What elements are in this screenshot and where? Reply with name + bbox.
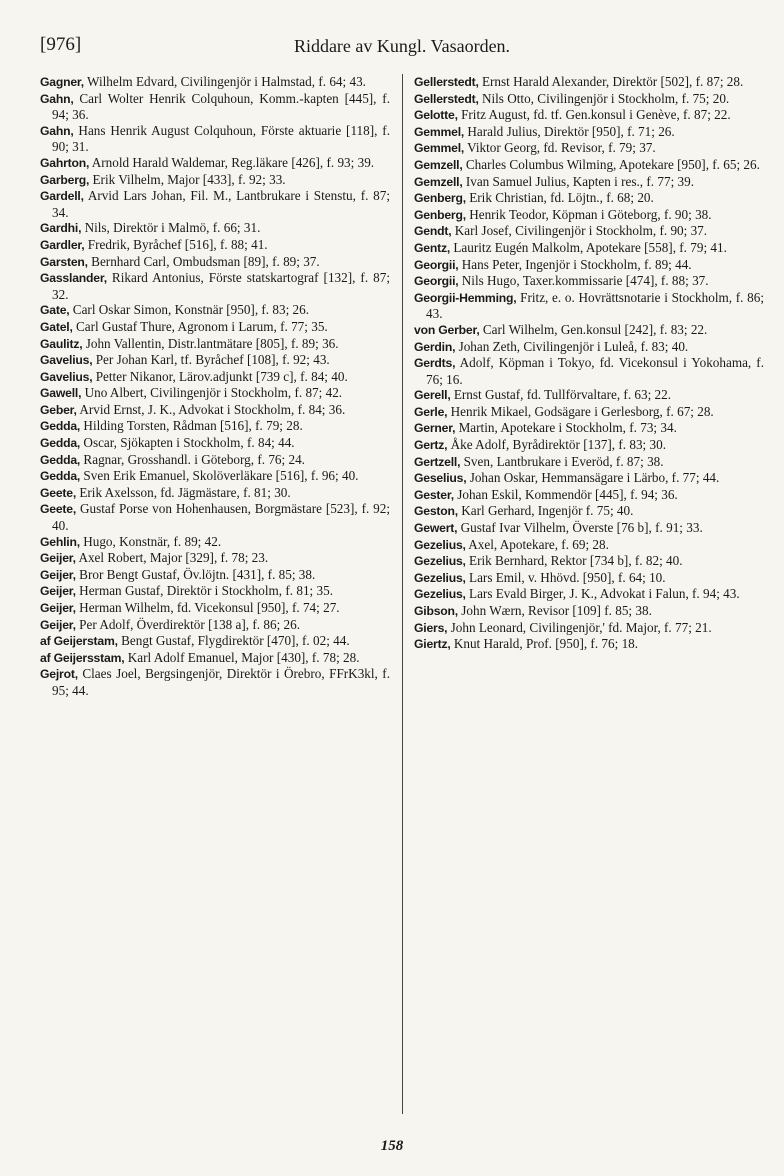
page-number: [976] xyxy=(40,34,82,55)
entry-surname: Genberg, xyxy=(414,191,466,206)
entry-details: Martin, Apotekare i Stockholm, f. 73; 34. xyxy=(455,420,677,436)
entry-details: Karl Adolf Emanuel, Major [430], f. 78; 28. xyxy=(124,649,360,665)
entry-surname: Gellerstedt, xyxy=(414,75,479,89)
register-entry xyxy=(414,91,764,108)
entry-details: Claes Joel, Bergsingenjör, Direktör i Örebro, FFrK3kl, f. 95; 44. xyxy=(52,666,390,698)
entry-details: Herman Wilhelm, fd. Vicekonsul [950], f. 74; 27. xyxy=(75,600,340,615)
register-entry xyxy=(40,336,390,353)
entry-surname: Gedda, xyxy=(40,436,81,451)
entry-surname: von Gerber, xyxy=(414,322,480,337)
register-entry xyxy=(40,435,390,452)
entry-details: Ernst Gustaf, fd. Tullförvaltare, f. 63; 22. xyxy=(450,387,672,403)
entry-surname: Gerdin, xyxy=(414,339,456,354)
entry-surname: Gehlin, xyxy=(40,534,80,549)
register-entry xyxy=(40,123,390,155)
entry-details: Henrik Mikael, Godsägare i Gerlesborg, f. 67; 28. xyxy=(447,403,714,419)
entry-surname: Gemzell, xyxy=(414,174,463,189)
entry-surname: Gezelius, xyxy=(414,537,466,552)
entry-details: Hans Henrik August Colquhoun, Förste aktuarie [118], f. 90; 31. xyxy=(52,122,390,155)
entry-surname: Gezelius, xyxy=(414,570,466,585)
register-entry xyxy=(40,617,390,634)
register-entry xyxy=(40,633,390,650)
register-entry xyxy=(40,550,390,567)
register-entry xyxy=(414,174,764,191)
entry-details: Axel, Apotekare, f. 69; 28. xyxy=(465,536,609,552)
register-entry xyxy=(414,140,764,157)
register-entry xyxy=(40,583,390,600)
entry-surname: Geber, xyxy=(40,402,77,417)
entry-details: Erik Axelsson, fd. Jägmästare, f. 81; 30. xyxy=(76,484,291,500)
entry-details: Karl Josef, Civilingenjör i Stockholm, f. 90; 37. xyxy=(451,223,708,239)
register-entry xyxy=(414,223,764,240)
entry-surname: Gavelius, xyxy=(40,353,93,368)
register-entry xyxy=(414,553,764,570)
register-entry xyxy=(414,404,764,421)
entry-surname: Gertzell, xyxy=(414,454,461,469)
register-entry xyxy=(40,567,390,584)
entry-surname: Gerle, xyxy=(414,404,448,419)
entry-details: Erik Bernhard, Rektor [734 b], f. 82; 40. xyxy=(465,553,683,569)
register-entry xyxy=(414,603,764,620)
entry-surname: Gendt, xyxy=(414,224,452,239)
entry-surname: Gavelius, xyxy=(40,369,93,384)
register-entry xyxy=(414,240,764,257)
register-columns xyxy=(40,74,766,1126)
register-entry xyxy=(414,290,764,322)
register-entry xyxy=(40,302,390,319)
entry-details: Hans Peter, Ingenjör i Stockholm, f. 89; 44. xyxy=(458,256,692,272)
register-entry xyxy=(40,352,390,369)
register-entry xyxy=(414,454,764,471)
entry-details: John Leonard, Civilingenjör,' fd. Major, f. 77; 21. xyxy=(447,619,712,635)
entry-surname: Gahn, xyxy=(40,91,74,106)
register-entry xyxy=(40,402,390,419)
register-entry xyxy=(40,385,390,402)
entry-surname: Gerdts, xyxy=(414,356,456,371)
entry-surname: Geete, xyxy=(40,502,77,517)
entry-details: Erik Vilhelm, Major [433], f. 92; 33. xyxy=(89,171,286,187)
entry-surname: Gester, xyxy=(414,487,454,502)
entry-surname: Gerner, xyxy=(414,421,456,436)
entry-details: Axel Robert, Major [329], f. 78; 23. xyxy=(75,550,269,566)
register-entry xyxy=(40,74,390,91)
entry-surname: Gemmel, xyxy=(414,141,465,156)
register-entry xyxy=(414,503,764,520)
entry-details: Fredrik, Byråchef [516], f. 88; 41. xyxy=(84,236,268,252)
entry-details: Lars Emil, v. Hhövd. [950], f. 64; 10. xyxy=(465,569,666,585)
entry-surname: Gewert, xyxy=(414,521,458,536)
entry-surname: Gatel, xyxy=(40,319,73,334)
entry-details: Carl Gustaf Thure, Agronom i Larum, f. 77; 35. xyxy=(72,318,328,334)
entry-details: Charles Columbus Wilming, Apotekare [950], f. 65; 26. xyxy=(462,156,760,172)
entry-details: Per Adolf, Överdirektör [138 a], f. 86; 26. xyxy=(75,616,301,632)
entry-surname: Geijer, xyxy=(40,601,76,615)
entry-details: Per Johan Karl, tf. Byråchef [108], f. 92; 43. xyxy=(92,352,330,368)
entry-surname: Geijer, xyxy=(40,567,76,582)
entry-surname: Gentz, xyxy=(414,240,451,255)
entry-details: Arvid Lars Johan, Fil. M., Lantbrukare i Stenstu, f. 87; 34. xyxy=(52,188,390,220)
register-entry xyxy=(414,273,764,290)
entry-surname: Geete, xyxy=(40,485,77,500)
entry-details: Gustaf Porse von Hohenhausen, Borgmästare [523], f. 92; 40. xyxy=(52,501,390,534)
register-entry xyxy=(414,520,764,537)
entry-details: John Wærn, Revisor [109] f. 85; 38. xyxy=(457,603,652,618)
entry-surname: Gemmel, xyxy=(414,124,465,139)
entry-details: Carl Wolter Henrik Colquhoun, Komm.-kapten [445], f. 94; 36. xyxy=(52,90,390,123)
register-entry xyxy=(40,155,390,172)
entry-surname: Giertz, xyxy=(414,637,451,652)
entry-details: Hugo, Konstnär, f. 89; 42. xyxy=(79,533,222,549)
register-entry xyxy=(40,452,390,469)
entry-details: Henrik Teodor, Köpman i Göteborg, f. 90; 38. xyxy=(465,206,712,222)
register-entry xyxy=(414,586,764,603)
register-entry xyxy=(40,270,390,302)
entry-details: Fritz August, fd. tf. Gen.konsul i Genève, f. 87; 22. xyxy=(457,107,731,123)
register-entry xyxy=(414,190,764,207)
right-column xyxy=(414,74,764,653)
entry-surname: Gedda, xyxy=(40,452,81,467)
entry-details: Lars Evald Birger, J. K., Advokat i Falun, f. 94; 43. xyxy=(465,586,740,602)
register-entry xyxy=(40,91,390,123)
entry-surname: Geston, xyxy=(414,504,458,519)
entry-details: Nils, Direktör i Malmö, f. 66; 31. xyxy=(81,220,261,236)
entry-surname: Gahn, xyxy=(40,123,74,138)
entry-details: Knut Harald, Prof. [950], f. 76; 18. xyxy=(450,636,639,652)
entry-details: Ragnar, Grosshandl. i Göteborg, f. 76; 24. xyxy=(80,451,305,467)
register-entry xyxy=(414,387,764,404)
entry-surname: Gagner, xyxy=(40,75,84,89)
entry-details: Åke Adolf, Byrådirektör [137], f. 83; 30. xyxy=(447,437,666,453)
register-entry xyxy=(40,534,390,551)
entry-details: Sven, Lantbrukare i Everöd, f. 87; 38. xyxy=(460,453,664,469)
entry-surname: Geijer, xyxy=(40,584,76,599)
entry-surname: Gezelius, xyxy=(414,587,466,602)
entry-details: Carl Wilhelm, Gen.konsul [242], f. 83; 22. xyxy=(479,321,708,337)
entry-details: Gustaf Ivar Vilhelm, Överste [76 b], f. 91; 33. xyxy=(457,520,703,536)
entry-surname: Georgii-Hemming, xyxy=(414,290,517,305)
entry-surname: Gawell, xyxy=(40,386,82,401)
page-header xyxy=(40,34,764,62)
entry-surname: Gedda, xyxy=(40,419,81,434)
entry-surname: Garberg, xyxy=(40,172,90,187)
register-entry xyxy=(414,74,764,91)
entry-details: Johan Eskil, Kommendör [445], f. 94; 36. xyxy=(453,486,678,502)
entry-details: Petter Nikanor, Lärov.adjunkt [739 c], f. 84; 40. xyxy=(92,368,348,384)
entry-details: Carl Oskar Simon, Konstnär [950], f. 83; 26. xyxy=(69,302,310,318)
register-entry xyxy=(414,470,764,487)
entry-details: Wilhelm Edvard, Civilingenjör i Halmstad, f. 64; 43. xyxy=(83,74,366,89)
column-divider xyxy=(402,74,403,1114)
entry-details: Karl Gerhard, Ingenjör f. 75; 40. xyxy=(457,503,634,519)
register-entry xyxy=(414,437,764,454)
entry-details: Oscar, Sjökapten i Stockholm, f. 84; 44. xyxy=(80,435,295,451)
entry-details: Bengt Gustaf, Flygdirektör [470], f. 02; 44. xyxy=(117,633,350,649)
register-entry xyxy=(40,188,390,220)
entry-surname: af Geijerstam, xyxy=(40,634,118,649)
entry-surname: Gemzell, xyxy=(414,157,463,172)
register-entry xyxy=(414,207,764,224)
entry-details: Sven Erik Emanuel, Skolöverläkare [516], f. 96; 40. xyxy=(80,468,359,484)
register-entry xyxy=(40,254,390,271)
entry-surname: Geijer, xyxy=(40,617,76,632)
register-entry xyxy=(414,257,764,274)
register-entry xyxy=(40,172,390,189)
register-entry xyxy=(414,339,764,356)
register-entry xyxy=(40,650,390,667)
entry-surname: Gasslander, xyxy=(40,271,107,286)
entry-details: Johan Zeth, Civilingenjör i Luleå, f. 83; 40. xyxy=(455,338,689,354)
entry-surname: Gertz, xyxy=(414,438,448,453)
register-entry xyxy=(414,322,764,339)
entry-surname: Gardhi, xyxy=(40,221,82,236)
entry-details: Arnold Harald Waldemar, Reg.läkare [426], f. 93; 39. xyxy=(89,154,375,170)
register-entry xyxy=(414,487,764,504)
register-entry xyxy=(40,237,390,254)
entry-surname: Giers, xyxy=(414,620,448,635)
entry-details: Erik Christian, fd. Löjtn., f. 68; 20. xyxy=(465,190,654,206)
entry-surname: Genberg, xyxy=(414,207,466,222)
register-entry xyxy=(414,157,764,174)
register-entry xyxy=(414,537,764,554)
register-entry xyxy=(40,600,390,617)
entry-surname: af Geijersstam, xyxy=(40,650,125,665)
entry-details: Herman Gustaf, Direktör i Stockholm, f. 81; 35. xyxy=(75,583,333,599)
entry-surname: Gardler, xyxy=(40,237,85,252)
entry-surname: Georgii, xyxy=(414,257,459,272)
entry-details: Uno Albert, Civilingenjör i Stockholm, f. 87; 42. xyxy=(81,385,343,401)
entry-surname: Gaulitz, xyxy=(40,336,83,351)
register-entry xyxy=(414,355,764,387)
entry-details: Harald Julius, Direktör [950], f. 71; 26. xyxy=(464,123,675,139)
entry-surname: Gejrot, xyxy=(40,667,78,682)
entry-surname: Gerell, xyxy=(414,388,451,403)
register-entry xyxy=(414,570,764,587)
entry-details: Nils Otto, Civilingenjör i Stockholm, f. 75; 20. xyxy=(478,90,730,106)
entry-details: John Vallentin, Distr.lantmätare [805], f. 89; 36. xyxy=(82,335,339,351)
entry-surname: Garsten, xyxy=(40,254,88,269)
register-entry xyxy=(40,220,390,237)
entry-surname: Georgii, xyxy=(414,274,459,289)
register-entry xyxy=(40,418,390,435)
entry-details: Rikard Antonius, Förste statskartograf [132], f. 87; 32. xyxy=(52,270,390,302)
entry-surname: Gelotte, xyxy=(414,108,458,123)
entry-surname: Gardell, xyxy=(40,189,84,204)
register-entry xyxy=(40,666,390,698)
entry-details: Viktor Georg, fd. Revisor, f. 79; 37. xyxy=(464,140,656,156)
register-entry xyxy=(414,636,764,653)
page-footer-number: 158 xyxy=(380,1138,404,1154)
register-entry xyxy=(40,468,390,485)
left-column xyxy=(40,74,390,699)
entry-surname: Gezelius, xyxy=(414,554,466,569)
entry-details: Arvid Ernst, J. K., Advokat i Stockholm, f. 84; 36. xyxy=(76,401,346,417)
entry-surname: Gellerstedt, xyxy=(414,91,479,106)
register-entry xyxy=(40,369,390,386)
register-entry xyxy=(40,501,390,533)
entry-details: Ivan Samuel Julius, Kapten i res., f. 77; 39. xyxy=(462,173,695,189)
running-title: Riddare av Kungl. Vasaorden. xyxy=(293,36,511,56)
register-entry xyxy=(414,124,764,141)
entry-surname: Geijer, xyxy=(40,551,76,566)
entry-surname: Gedda, xyxy=(40,469,81,484)
entry-details: Bror Bengt Gustaf, Öv.löjtn. [431], f. 85; 38. xyxy=(75,566,316,582)
entry-surname: Geselius, xyxy=(414,471,467,486)
entry-details: Fritz, e. o. Hovrättsnotarie i Stockholm, f. 86; 43. xyxy=(426,289,764,322)
register-entry xyxy=(414,420,764,437)
entry-details: Johan Oskar, Hemmansägare i Lärbo, f. 77; 44. xyxy=(466,470,720,486)
entry-details: Bernhard Carl, Ombudsman [89], f. 89; 37. xyxy=(87,253,320,269)
entry-details: Hilding Torsten, Rådman [516], f. 79; 28. xyxy=(80,418,303,434)
register-entry xyxy=(414,107,764,124)
register-entry xyxy=(40,485,390,502)
entry-details: Ernst Harald Alexander, Direktör [502], f. 87; 28. xyxy=(478,74,744,89)
entry-surname: Gahrton, xyxy=(40,155,90,170)
entry-surname: Gibson, xyxy=(414,604,458,618)
entry-details: Nils Hugo, Taxer.kommissarie [474], f. 88; 37. xyxy=(458,273,709,289)
register-entry xyxy=(414,620,764,637)
register-entry xyxy=(40,319,390,336)
entry-details: Lauritz Eugén Malkolm, Apotekare [558], f. 79; 41. xyxy=(450,239,727,255)
entry-details: Adolf, Köpman i Tokyo, fd. Vicekonsul i Yokohama, f. 76; 16. xyxy=(426,355,764,387)
entry-surname: Gate, xyxy=(40,303,70,318)
